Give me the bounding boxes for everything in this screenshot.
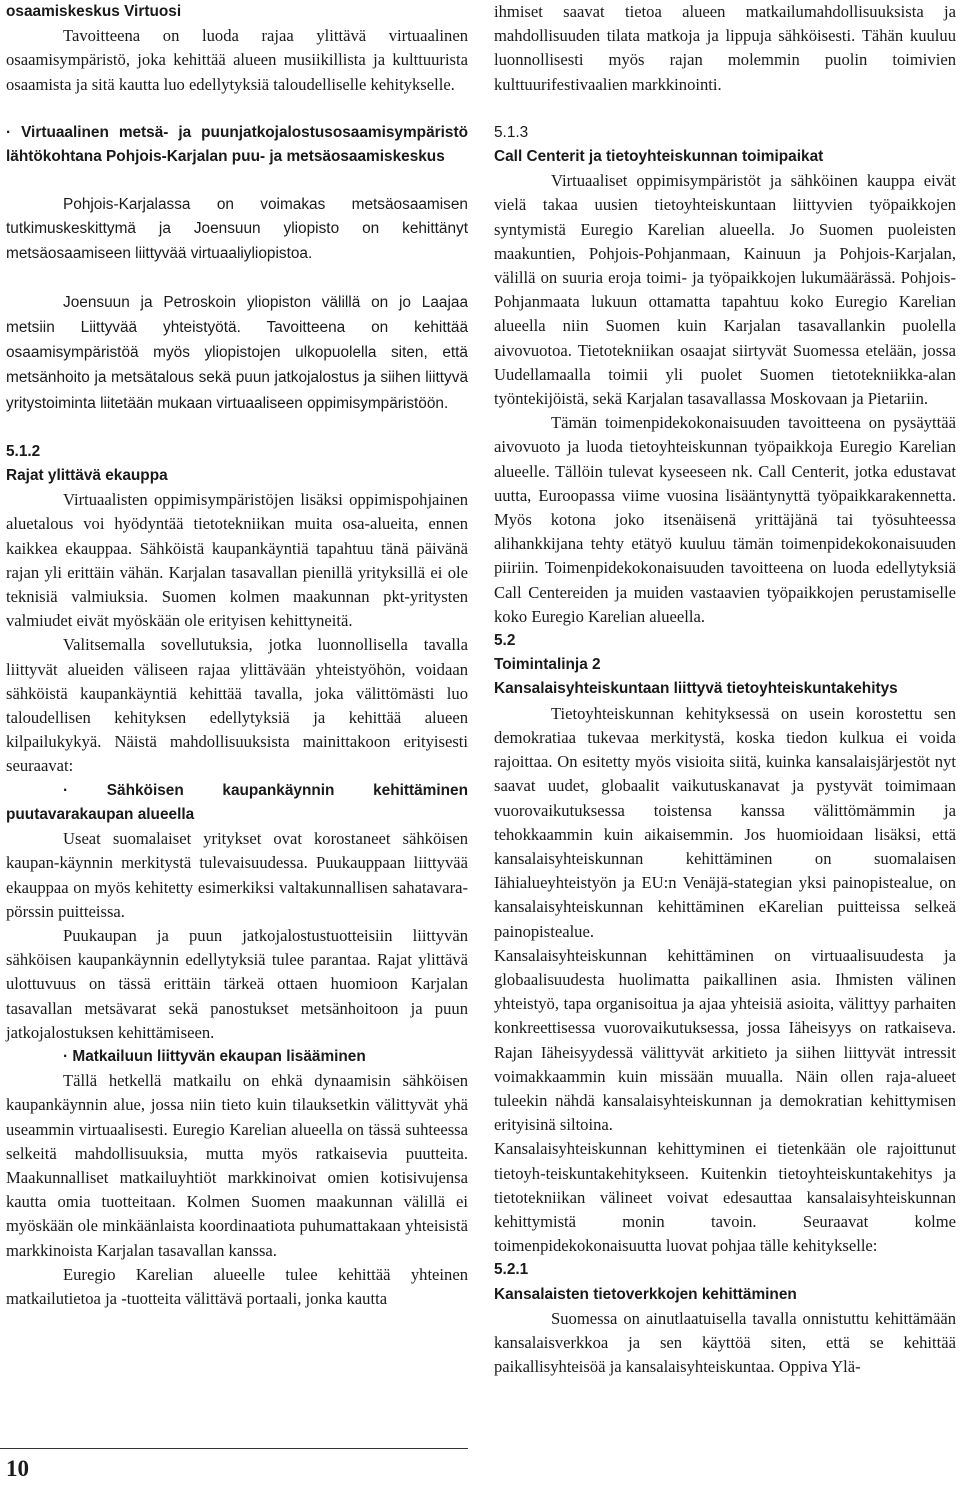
metsa-bullet-heading: · Virtuaalinen metsä- ja puunjatkojalostusosaamisympäristö lähtökohtana Pohjois-Karjalan puu- ja metsäosaamiskeskus [6,123,468,166]
section-5-2-number: 5.2 [494,632,516,650]
section-5-1-3-number: 5.1.3 [494,123,529,141]
page-number: 10 [6,1456,29,1481]
puutavara-paragraph-1: Useat suomalaiset yritykset ovat korostaneet sähköisen kaupan-käynnin merkitystä tulevaisuudessa. Puukauppaan liittyvää ekauppaa on myös kehitetty esimerkiksi valtakunnallisen sahatavara-pörssin puitteissa. [6,829,468,921]
puutavara-paragraph-2: Puukaupan ja puun jatkojalostustuotteisiin liittyvän sähköisen kaupankäynnin edellytyksiä tulee parantaa. Rajat ylittävä ulottuvuus on tässä erittäin tärkeä ottaen huomioon Karjalan tasavallan metsävarat sekä panostukset metsänhoitoon ja puun jatkojalostuksen kehittämiseen. [6,925,468,1042]
footer-rule [0,1448,468,1449]
section-5-1-2-title: Rajat ylittävä ekauppa [6,467,168,485]
section-5-2-paragraph-3: Kansalaisyhteiskunnan kehittyminen ei tietenkään ole rajoittunut tietoyh-teiskuntakehitykseen. Kuitenkin tietoyhteiskuntakehitys ja tietotekniikan välineet voivat edesauttaa kansalaisyhteiskunnan kehittymistä monin tavoin. Seuraavat kolme toimenpidekokonaisuutta luovat pohjaa tälle kehitykselle: [494,1139,956,1256]
section-5-1-2-paragraph-1: Virtuaalisten oppimisympäristöjen lisäksi oppimispohjainen aluetalous voi hyödyntää tietotekniikan muita osa-alueita, ennen kaikkea ekauppaa. Sähköistä kaupankäyntiä tapahtuu tänä päivänä rajan yli erittäin vähän. Karjalan tasavallan pienillä yrityksillä ei ole teknisiä valmiuksia. Suomen kolmen maakunnan pkt-yritysten valmiudet eivät myöskään ole erityisen kehittyneitä. [6,490,468,631]
virtuosi-heading: osaamiskeskus Virtuosi [6,3,182,20]
section-5-2-1-title: Kansalaisten tietoverkkojen kehittäminen [494,1285,797,1303]
right-column [494,0,956,1379]
section-5-1-2-number: 5.1.2 [6,442,41,460]
section-5-2-1-paragraph-1: Suomessa on ainutlaatuisella tavalla onnistuttu kehittämään kansalaisverkkoa ja sen käyttöä siten, että se kehittää paikallisyhteisöä ja kansalaisyhteiskuntaa. Oppiva Ylä- [494,1308,956,1377]
left-column [6,0,468,1311]
section-5-2-1-number: 5.2.1 [494,1261,529,1279]
section-5-2-line: Toimintalinja 2 [494,656,601,674]
section-5-2-paragraph-1: Tietoyhteiskunnan kehityksessä on usein korostettu sen demokratiaa tukevaa merkitystä, koska tiedon kulkua ei voida rajoittaa. On esitetty myös visioita siitä, kuinka kansalaisjärjestöt nyt saavat uudet, globaalit vaikutuskanavat ja pystyvät toimimaan vuorovaikutuksessa toistensa kanssa välittömämmin ja tehokkaammin kuin aikaisemmin. Jos huomioidaan lisäksi, että kansalaisyhteiskunnan kehittäminen on suomalaisen Iähialueyhteistyön ja EU:n Venäjä-stategian yksi painopistealue, on kansalaisyhteiskunnan kehittäminen eKarelian puitteissa selkeä painopistealue. [494,703,956,941]
matkailu-bullet-heading: · Matkailuun liittyvän ekaupan lisääminen [63,1047,366,1065]
matkailu-paragraph-2: Euregio Karelian alueelle tulee kehittää yhteinen matkailutietoa ja -tuotteita välittävä portaali, jonka kautta [6,1264,468,1308]
metsa-paragraph-2a: Joensuun ja Petroskoin yliopiston välillä on jo Laajaa metsiin Liittyvää yhteistyötä. [6,293,468,337]
puutavara-bullet-heading: · Sähköisen kaupankäynnin kehittäminen puutavarakaupan alueella [6,781,468,823]
section-5-2-paragraph-2: Kansalaisyhteiskunnan kehittäminen on virtuaalisuudesta ja globaalisuudesta huolimatta paikallinen asia. Ihmisten välinen yhteistyö, tapa organisoitua ja ajaa yhteisiä asioita, välittyy parhaiten konkreettisessa vuorovaikutuksessa, jossa Iäheisyys on ratkaiseva. Rajan Iäheisyydessä välittyvät arkitieto ja siihen liittyvät intressit voimakkaammin kuin missään muualla. Näin ollen raja-alueet tuleekin nähdä kansalaisyhteiskunnan ja demokratian kehittymisen erityisinä siltoina. [494,945,956,1135]
virtuosi-paragraph: Tavoitteena on luoda rajaa ylittävä virtuaalinen osaamisympäristö, joka kehittää alueen musiikillista ja kulttuurista osaamista ja sitä kautta luo edellytyksiä taloudelliselle kehitykselle. [6,26,468,94]
section-5-1-3-title: Call Centerit ja tietoyhteiskunnan toimipaikat [494,148,824,166]
continuation-paragraph: ihmiset saavat tietoa alueen matkailumahdollisuuksista ja mahdollisuuden tilata matkoja ja lippuja sähköisesti. Tähän kuuluu luonnollisesti myös rajan molemmin puolin toimivien kulttuurifestivaalien markkinointi. [494,2,956,94]
section-5-2-title: Kansalaisyhteiskuntaan liittyvä tietoyhteiskuntakehitys [494,680,898,698]
metsa-paragraph-2b: Tavoitteena on kehittää osaamisympäristöä myös yliopistojen ulkopuolella siten, että metsänhoito ja metsätalous sekä puun jatkojalostus ja siihen liittyvä yritystoiminta liitetään mukaan virtuaaliseen oppimisympäristöön. [6,319,469,412]
metsa-paragraph-2 [6,290,468,416]
matkailu-paragraph-1: Tällä hetkellä matkailu on ehkä dynaamisin sähköisen kaupankäynnin alue, jossa niin tieto kuin tilauksetkin välittyvät yhä useammin virtuaalisesti. Euregio Karelian alueella on tässä suhteessa selkeitä mahdollisuuksia, mutta myös ratkaisevia puutteita. Maakunnalliset matkailuyhtiöt markkinoivat omien kotisivujensa kautta omia tuotteitaan. Kolmen Suomen maakunnan välillä ei myöskään ole minkäänlaista koordinaatiota puhumattakaan yhteisistä markkinoista Karjalan tasavallan kanssa. [6,1071,468,1260]
metsa-paragraph-1: Pohjois-Karjalassa on voimakas metsäosaamisen tutkimuskeskittymä ja Joensuun yliopisto on kehittänyt metsäosaamiseen liittyvää virtuaaliyliopistoa. [6,196,468,262]
section-5-1-2-paragraph-2: Valitsemalla sovellutuksia, jotka luonnollisella tavalla liittyvät alueiden väliseen rajaa ylittävään yhteistyöhön, voidaan sähköistä kaupankäyntiä kehittää tavalla, joka välittömästi luo taloudellisen kehityksen edellytyksiä ja kehittää alueen kilpailukykyä. Näistä mahdollisuuksista mainittakoon erityisesti seuraavat: [6,635,468,776]
section-5-1-3-paragraph-1: Virtuaaliset oppimisympäristöt ja sähköinen kauppa eivät vielä takaa uusien tietoyhteiskuntaan liittyvien työpaikkojen syntymistä Euregio Karelian alueella. Jo Suomen puoleisten maakuntien, Pohjois-Pohjanmaan, Kainuun ja Pohjois-Karjalan, välillä on suuria eroja toimi- ja työpaikkojen lukumäärässä. Pohjois-Pohjanmaata lukuun ottamatta tapahtuu koko Euregio Karelian alueella niin Suomen kuin Karjalan tasavallankin puolella aivovuotoa. Tietotekniikan osaajat siirtyvät Suomessa etelään, jossa Uudellamaalla toimii yli puolet Suomen tietotekniikka-alan työntekijöistä, sekä Karjalan tasavallassa Moskovaan ja Pietariin. [494,171,956,409]
section-5-1-3-paragraph-2: Tämän toimenpidekokonaisuuden tavoitteena on pysäyttää aivovuoto ja luoda tietoyhteiskunnan työpaikkoja Euregio Karelian alueelle. Tällöin tulevat kyseeseen nk. Call Centerit, jotka edustavat uutta, Euroopassa viime vuosina lisääntynyttä työpaikkarakennetta. Myös kotona joko itsenäisenä yrittäjänä tai työsuhteessa alihankkijana tehty etätyö kuuluu tämän toimenpidekokonaisuuden piiriin. Toimenpidekokonaisuuden tavoitteena on luoda edellytyksiä Call Centereiden ja muiden vastaavien työpaikkojen perustamiselle koko Euregio Karelian alueella. [494,413,956,626]
